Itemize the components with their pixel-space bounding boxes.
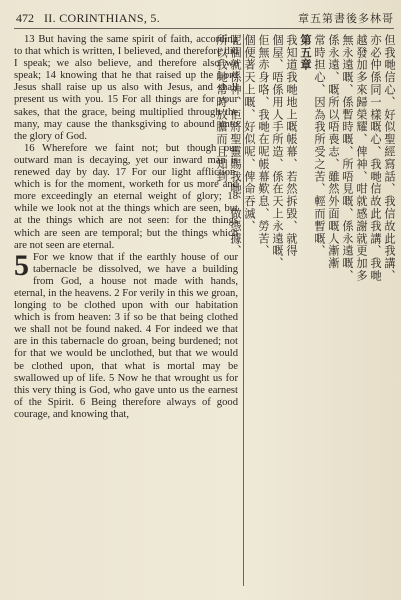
vertical-text-line: 但我哋信心、好似聖經寫話、我信故此我講、 bbox=[383, 34, 396, 282]
page-header bbox=[14, 10, 394, 29]
vertical-text-line: 佢無赤身咯、我哋在呢帳幕歎息、勞苦、 bbox=[257, 34, 270, 258]
vertical-text-line: 所以我哋常時放膽而且知到 bbox=[215, 34, 228, 183]
vertical-text-line: 常時担心、因為我所受之苦、輕而暫嘅、 bbox=[313, 34, 326, 258]
paragraph-verses-13-15: 13 But having the same spirit of faith, according to that which is written, I believed, and therefore did I speak; we also believe, and therefore also we speak; 14 knowing that he that raised up the Lord Jesus shall raise up us also with Jesus, and shall present us with you. 15 For all things are for your sakes, that the grace, being multiplied through the many, may cause the thanksgiving to abound unto the glory of God. bbox=[14, 34, 238, 142]
paragraph-verses-1-6: For we know that if the earthly house of our tabernacle be dissolved, we have a building from God, a house not made with hands, eternal, in the heavens. 2 For verily in this we groan, longing to be clothed upon with our habitation which is from heaven: 3 if so be that being clothed we shall not be found naked. 4 For indeed we that are in this tabernacle do groan, being burdened; not for that we would be unclothed, but that we would be clothed upon, that what is mortal may be swallowed up of life. 5 Now he that wrought us for this very thing is God, who gave unto us the earnest of the Spirit. 6 Being therefore always of good courage, and knowing that, bbox=[14, 251, 238, 420]
paragraph-verses-16-18: 16 Wherefore we faint not; but though our outward man is decaying, yet our inward man is renewed day by day. 17 For our light affliction, which is for the moment, worketh for us more and more exceedingly an eternal weight of glory; 18 while we look not at the things which are seen, but at the things which are not seen: for the things which are seen are temporal; but the things which are not seen are eternal. bbox=[14, 142, 238, 251]
page-number: 472 bbox=[16, 11, 34, 25]
vertical-text-line: 我知道我哋地上嘅帳幕、若然拆毀、就得 bbox=[285, 34, 298, 258]
vertical-text-line: 呢個就係神、佢將聖靈賜我哋、做憑據、 bbox=[229, 34, 242, 258]
book-title: II. CORINTHIANS, 5. bbox=[44, 11, 161, 25]
vertical-text-line: 越發加多來歸榮耀、俾神、咁就感謝就更加多 bbox=[355, 34, 368, 282]
vertical-text-line: 個便著天上嘅、好似呢、俾命吞滅、 bbox=[243, 34, 256, 233]
vertical-text-line: 係永遠、嘅所以唔喪志、雖然外面嘅人漸漸 bbox=[327, 34, 340, 270]
chinese-running-title: 章五第書後多林哥 bbox=[298, 12, 394, 25]
vertical-text-line: 亦必仲係同一樣嘅心、我哋信故此我講、我哋 bbox=[369, 34, 382, 282]
english-text-column bbox=[14, 34, 238, 590]
chapter-dropcap: 5 bbox=[14, 248, 29, 282]
chinese-chapter-heading: 第五章 bbox=[299, 34, 312, 72]
chinese-text-column bbox=[215, 34, 396, 590]
chapter-five-paragraph bbox=[14, 248, 238, 421]
vertical-text-line: 無永遠嘅、係暫時嘅、所唔見嘅、係永遠嘅、 bbox=[341, 34, 354, 282]
vertical-text-line: 個屋、唔係用人手所造、係在天上永遠嘅、 bbox=[271, 34, 284, 270]
